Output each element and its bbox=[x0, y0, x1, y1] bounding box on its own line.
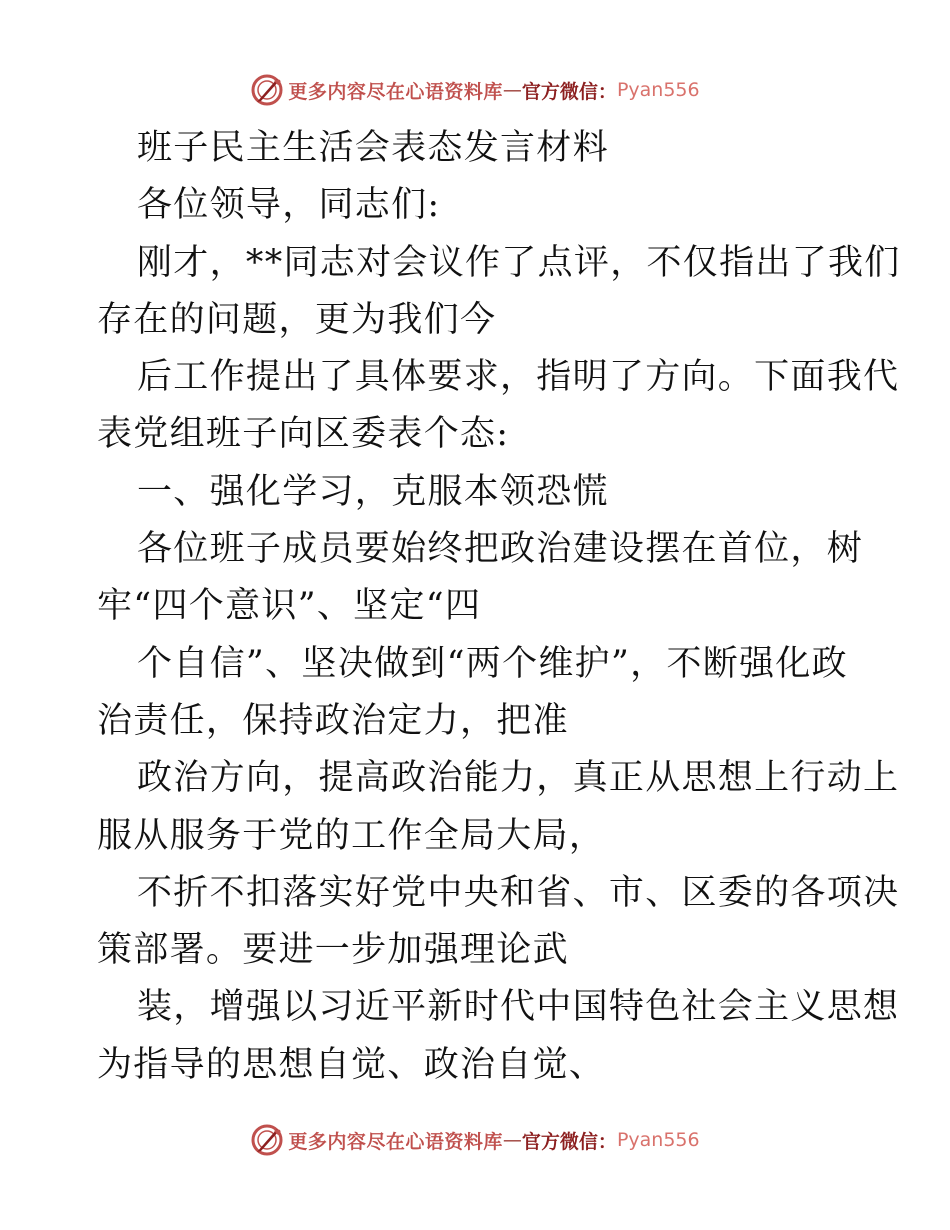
section-heading: 一、强化学习，克服本领恐慌 bbox=[137, 471, 609, 512]
paragraph-line: 各位班子成员要始终把政治建设摆在首位，树 bbox=[137, 529, 864, 570]
paragraph-line: 个自信”、坚决做到“两个维护”，不断强化政 bbox=[137, 643, 848, 684]
document-body bbox=[0, 120, 950, 1094]
document-title: 班子民主生活会表态发言材料 bbox=[137, 128, 609, 168]
paragraph-line: 刚才，**同志对会议作了点评，不仅指出了我们 bbox=[137, 242, 901, 283]
header-watermark bbox=[0, 70, 950, 110]
paragraph-line: 策部署。要进一步加强理论武 bbox=[97, 930, 569, 971]
watermark-wechat-label: 官方微信： bbox=[521, 80, 617, 103]
footer-watermark bbox=[0, 1120, 950, 1160]
paragraph-line: 政治方向，提高政治能力，真正从思想上行动上 bbox=[137, 758, 900, 799]
watermark-dash: — bbox=[502, 79, 522, 101]
watermark-wechat-id: Pyan556 bbox=[616, 1129, 700, 1151]
salutation: 各位领导，同志们: bbox=[137, 185, 441, 226]
paragraph-line: 存在的问题，更为我们今 bbox=[97, 299, 497, 340]
paragraph-line: 后工作提出了具体要求，指明了方向。下面我代 bbox=[137, 357, 900, 398]
watermark-wechat-id: Pyan556 bbox=[616, 79, 700, 101]
paragraph-line: 为指导的思想自觉、政治自觉、 bbox=[97, 1044, 606, 1085]
paragraph-line: 治责任，保持政治定力，把准 bbox=[97, 700, 569, 741]
paragraph-line: 牢“四个意识”、坚定“四 bbox=[97, 586, 482, 627]
watermark-main-text: 更多内容尽在心语资料库 bbox=[288, 1130, 503, 1153]
watermark-main-text: 更多内容尽在心语资料库 bbox=[288, 80, 503, 103]
quill-logo-icon bbox=[250, 73, 284, 107]
paragraph-line: 装，增强以习近平新时代中国特色社会主义思想 bbox=[137, 987, 900, 1028]
watermark-dash: — bbox=[502, 1129, 522, 1151]
paragraph-line: 表党组班子向区委表个态: bbox=[97, 414, 510, 455]
quill-logo-icon bbox=[250, 1123, 284, 1157]
paragraph-line: 服从服务于党的工作全局大局， bbox=[97, 815, 606, 856]
paragraph-line: 不折不扣落实好党中央和省、市、区委的各项决 bbox=[137, 872, 900, 913]
watermark-wechat-label: 官方微信： bbox=[521, 1130, 617, 1153]
